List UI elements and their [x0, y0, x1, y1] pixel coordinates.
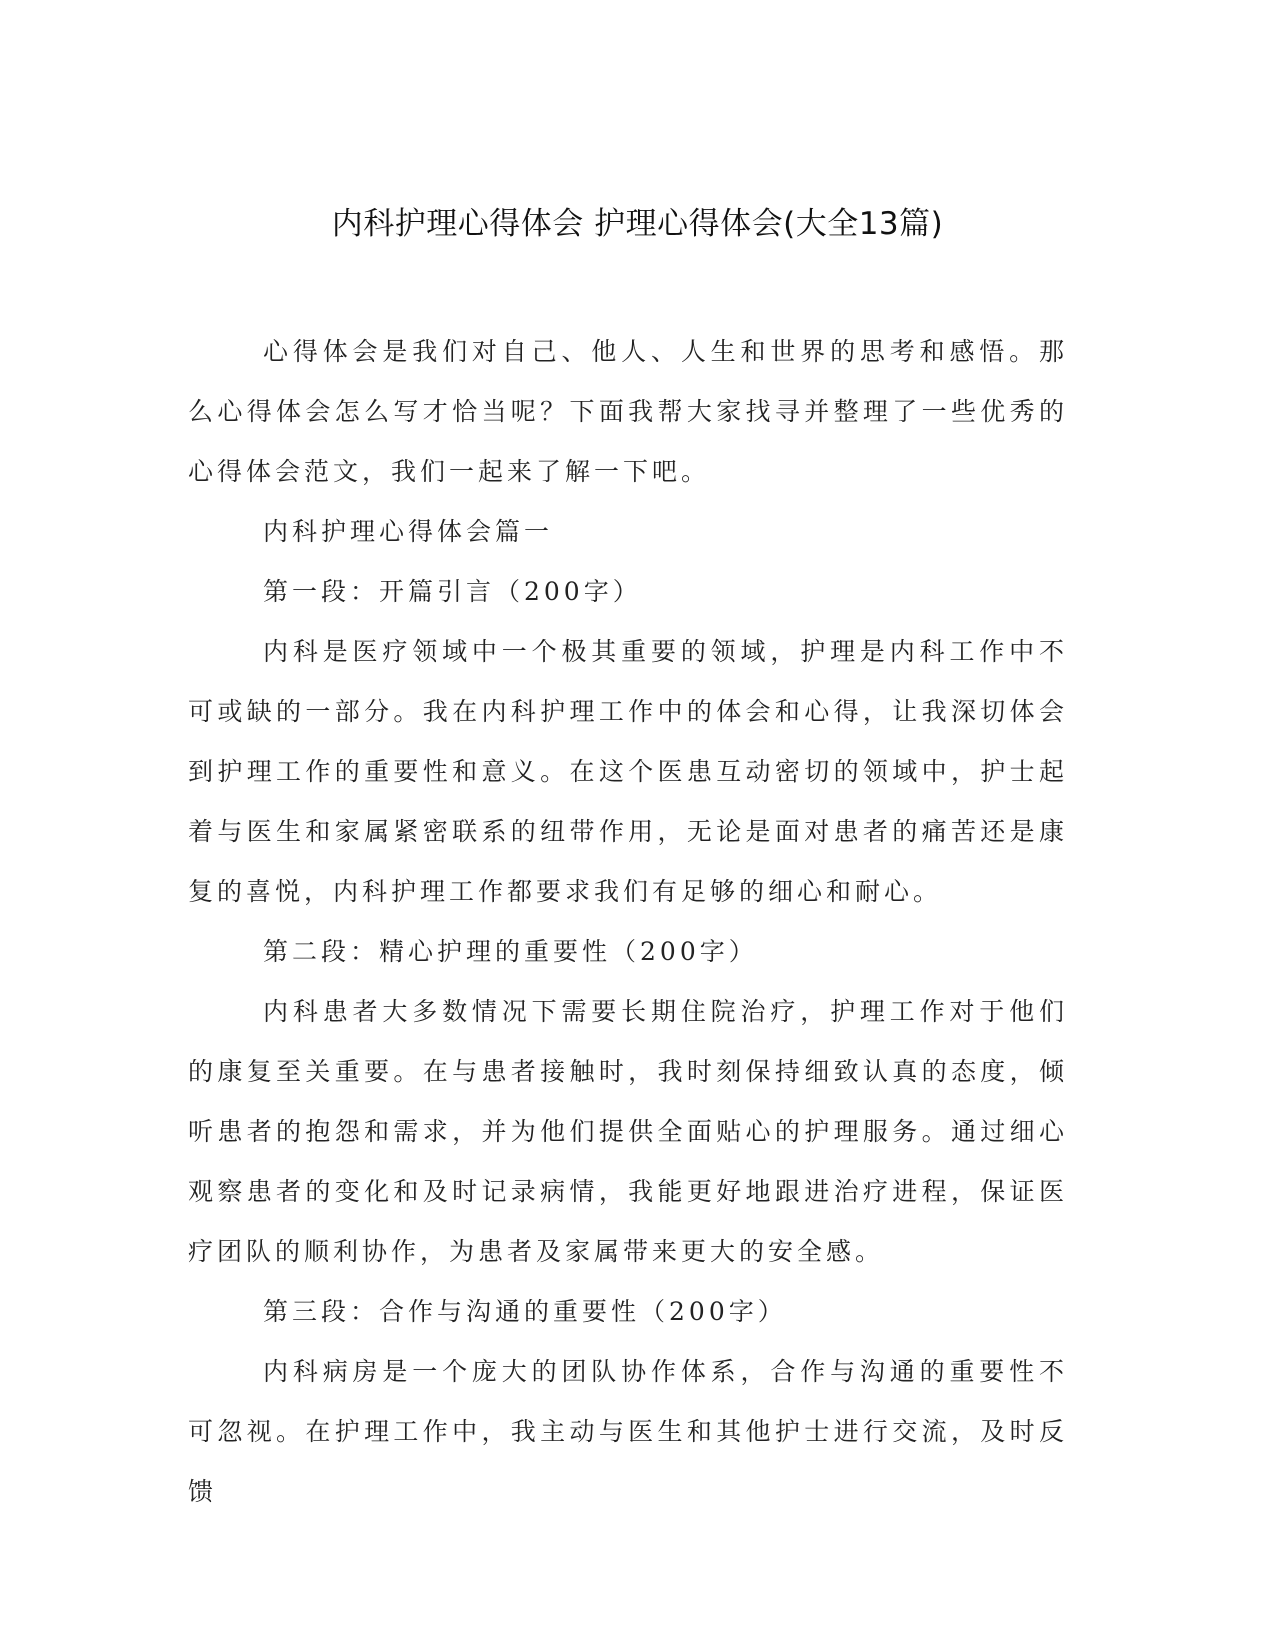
document-title: 内科护理心得体会 护理心得体会(大全13篇)	[331, 206, 944, 242]
body-paragraph: 内科是医疗领域中一个极其重要的领域，护理是内科工作中不可或缺的一部分。我在内科护理工作中的体会和心得，让我深切体会到护理工作的重要性和意义。在这个医患互动密切的领域中，护士起着与医生和家属紧密联系的纽带作用，无论是面对患者的痛苦还是康复的喜悦，内科护理工作都要求我们有足够的细心和耐心。	[188, 637, 1068, 906]
document-body	[188, 322, 1068, 1522]
subheading-paragraph-one: 第一段：开篇引言（200字）	[263, 577, 642, 606]
section-heading-part-one: 内科护理心得体会篇一	[263, 517, 554, 546]
body-paragraph: 内科患者大多数情况下需要长期住院治疗，护理工作对于他们的康复至关重要。在与患者接触时，我时刻保持细致认真的态度，倾听患者的抱怨和需求，并为他们提供全面贴心的护理服务。通过细心观察患者的变化和及时记录病情，我能更好地跟进治疗进程，保证医疗团队的顺利协作，为患者及家属带来更大的安全感。	[188, 997, 1068, 1266]
subheading-paragraph-two: 第二段：精心护理的重要性（200字）	[263, 937, 758, 966]
body-paragraph: 内科病房是一个庞大的团队协作体系，合作与沟通的重要性不可忽视。在护理工作中，我主动与医生和其他护士进行交流，及时反馈	[188, 1357, 1068, 1506]
intro-paragraph: 心得体会是我们对自己、他人、人生和世界的思考和感悟。那么心得体会怎么写才恰当呢？下面我帮大家找寻并整理了一些优秀的心得体会范文，我们一起来了解一下吧。	[188, 337, 1068, 486]
subheading-paragraph-three: 第三段：合作与沟通的重要性（200字）	[263, 1297, 787, 1326]
